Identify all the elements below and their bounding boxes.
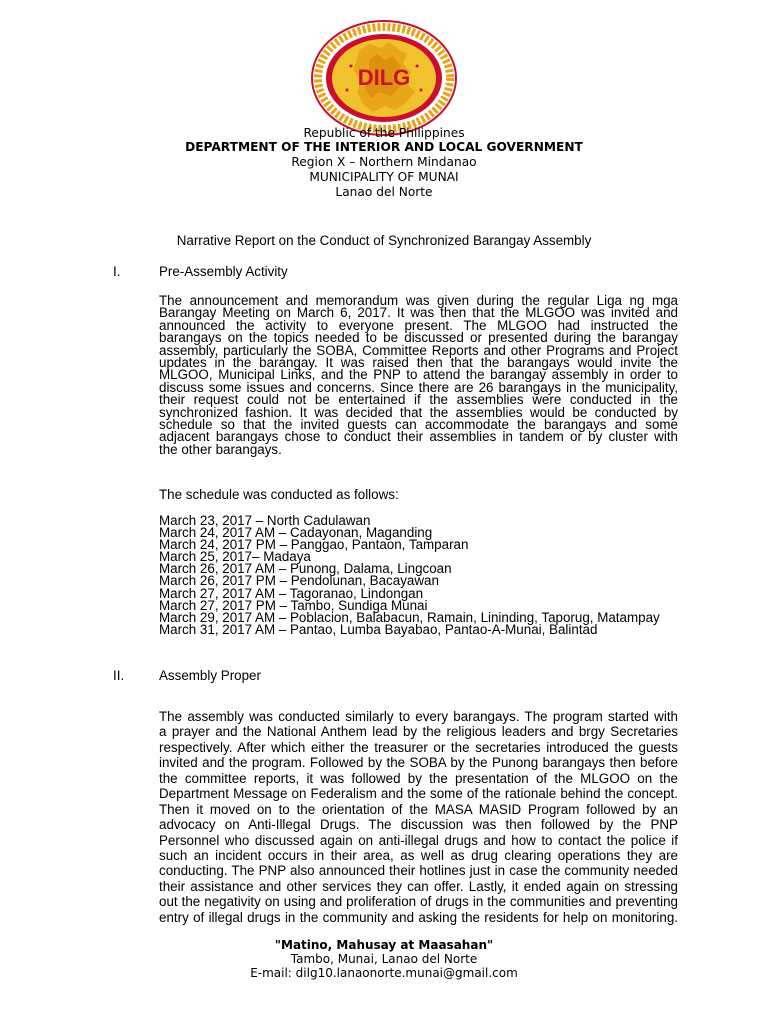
paragraph-line: advocacy on Anti-Illegal Drugs. The discussion was then followed by the PNP [159, 817, 678, 833]
schedule-intro [159, 489, 678, 501]
schedule-list [159, 515, 660, 636]
section-1-title: Pre-Assembly Activity [159, 264, 288, 279]
paragraph-line: entry of illegal drugs in the community and asking the residents for help on monitoring. [159, 909, 678, 925]
schedule-item: March 29, 2017 AM – Poblacion, Balabacun, Ramain, Lininding, Taporug, Matampay [159, 609, 660, 625]
paragraph-line: discuss some issues and concerns. Since there are 26 barangays in the municipality, [159, 379, 678, 395]
paragraph-line: barangays on the topics needed to be discussed or presented during the barangay [159, 330, 678, 346]
paragraph-line: The announcement and memorandum was given during the regular Liga ng mga [159, 293, 678, 308]
paragraph-line: their assistance and other services they can offer. Lastly, it ended again on stressing [159, 878, 678, 894]
paragraph-line: the other barangays. [159, 441, 282, 457]
paragraph-line: their request could not be entertained if the assemblies were conducted in the [159, 392, 678, 408]
paragraph-line: synchronized fashion. It was decided that the assemblies would be conducted by [159, 404, 678, 420]
footer-motto: "Matino, Mahusay at Maasahan" [274, 938, 494, 952]
paragraph-line: Barangay Meeting on March 6, 2017. It was then that the MLGOO was invited and [159, 305, 678, 321]
header-municipality: MUNICIPALITY OF MUNAI [309, 170, 459, 184]
schedule-item: March 27, 2017 PM – Tambo, Sundiga Munai [159, 597, 428, 613]
paragraph-line: Department Message on Federalism and the some of the rationale behind the concept. [159, 786, 678, 802]
dilg-seal-logo [311, 20, 457, 136]
section-2-title: Assembly Proper [159, 668, 261, 683]
schedule-item: March 26, 2017 PM – Pendolunan, Bacayawan [159, 573, 439, 589]
report-title: Narrative Report on the Conduct of Synchronized Barangay Assembly [176, 233, 592, 248]
paragraph-line: invited and the program. Followed by the SOBA by the Punong barangays then before [159, 755, 678, 771]
paragraph-line: a prayer and the National Anthem lead by the religious leaders and brgy Secretaries [159, 724, 678, 740]
header-department: DEPARTMENT OF THE INTERIOR AND LOCAL GOVERNMENT [185, 140, 583, 154]
paragraph-line: Personnel who discussed again on anti-illegal drugs and how to contact the police if [159, 832, 678, 848]
paragraph-line: schedule so that the invited guests can accommodate the barangays and some [159, 416, 678, 432]
schedule-item: March 26, 2017 AM – Punong, Dalama, Lingcoan [159, 561, 452, 577]
section-2-paragraph [159, 709, 678, 925]
paragraph-line: The assembly was conducted similarly to every barangays. The program started with [159, 709, 678, 724]
paragraph-line: assembly, particularly the SOBA, Committee Reports and other Programs and Project [159, 342, 678, 358]
paragraph-line: updates in the barangay. It was raised then that the barangays would invite the [159, 354, 678, 370]
schedule-item: March 31, 2017 AM – Pantao, Lumba Bayabao, Pantao-A-Munai, Balintad [159, 621, 598, 637]
paragraph-line: Then it moved on to the orientation of the MASA MASID Program followed by an [159, 801, 678, 817]
section-1-number: I. [113, 264, 121, 279]
paragraph-line: adjacent barangays chose to conduct their assemblies in tandem or by cluster with [159, 429, 678, 445]
footer-email[interactable]: E-mail: dilg10.lanaonorte.munai@gmail.com [250, 966, 518, 980]
logo-text: DILG [357, 65, 411, 90]
section-1-paragraph [159, 295, 678, 456]
paragraph-line: the committee reports, it was followed by the presentation of the MLGOO on the [159, 770, 678, 786]
schedule-item: March 25, 2017– Madaya [159, 549, 311, 565]
paragraph-line: announced the activity to everyone present. The MLGOO had instructed the [159, 317, 678, 333]
header-republic: Republic of the Philippines [303, 126, 465, 140]
paragraph-line: MLGOO, Municipal Links, and the PNP to attend the barangay assembly in order to [159, 367, 678, 383]
schedule-item: March 24, 2017 AM – Cadayonan, Maganding [159, 525, 433, 541]
schedule-intro-text: The schedule was conducted as follows: [159, 487, 399, 502]
schedule-item: March 27, 2017 AM – Tagoranao, Lindongan [159, 585, 424, 601]
schedule-item: March 23, 2017 – North Cadulawan [159, 513, 371, 528]
header-province: Lanao del Norte [335, 185, 433, 199]
schedule-item: March 24, 2017 PM – Panggao, Pantaon, Tamparan [159, 537, 469, 553]
paragraph-line: such an incident occurs in their area, as well as drug clearing operations they are [159, 847, 678, 863]
paragraph-line: out the negativity on using and proliferation of drugs in the communities and preventing [159, 894, 678, 910]
footer-address: Tambo, Munai, Lanao del Norte [290, 952, 478, 966]
section-2-number: II. [113, 668, 125, 683]
header-region: Region X – Northern Mindanao [291, 155, 477, 169]
paragraph-line: respectively. After which either the treasurer or the secretaries introduced the guests [159, 739, 678, 755]
paragraph-line: conducting. The PNP also announced their hotlines just in case the community needed [159, 863, 678, 879]
